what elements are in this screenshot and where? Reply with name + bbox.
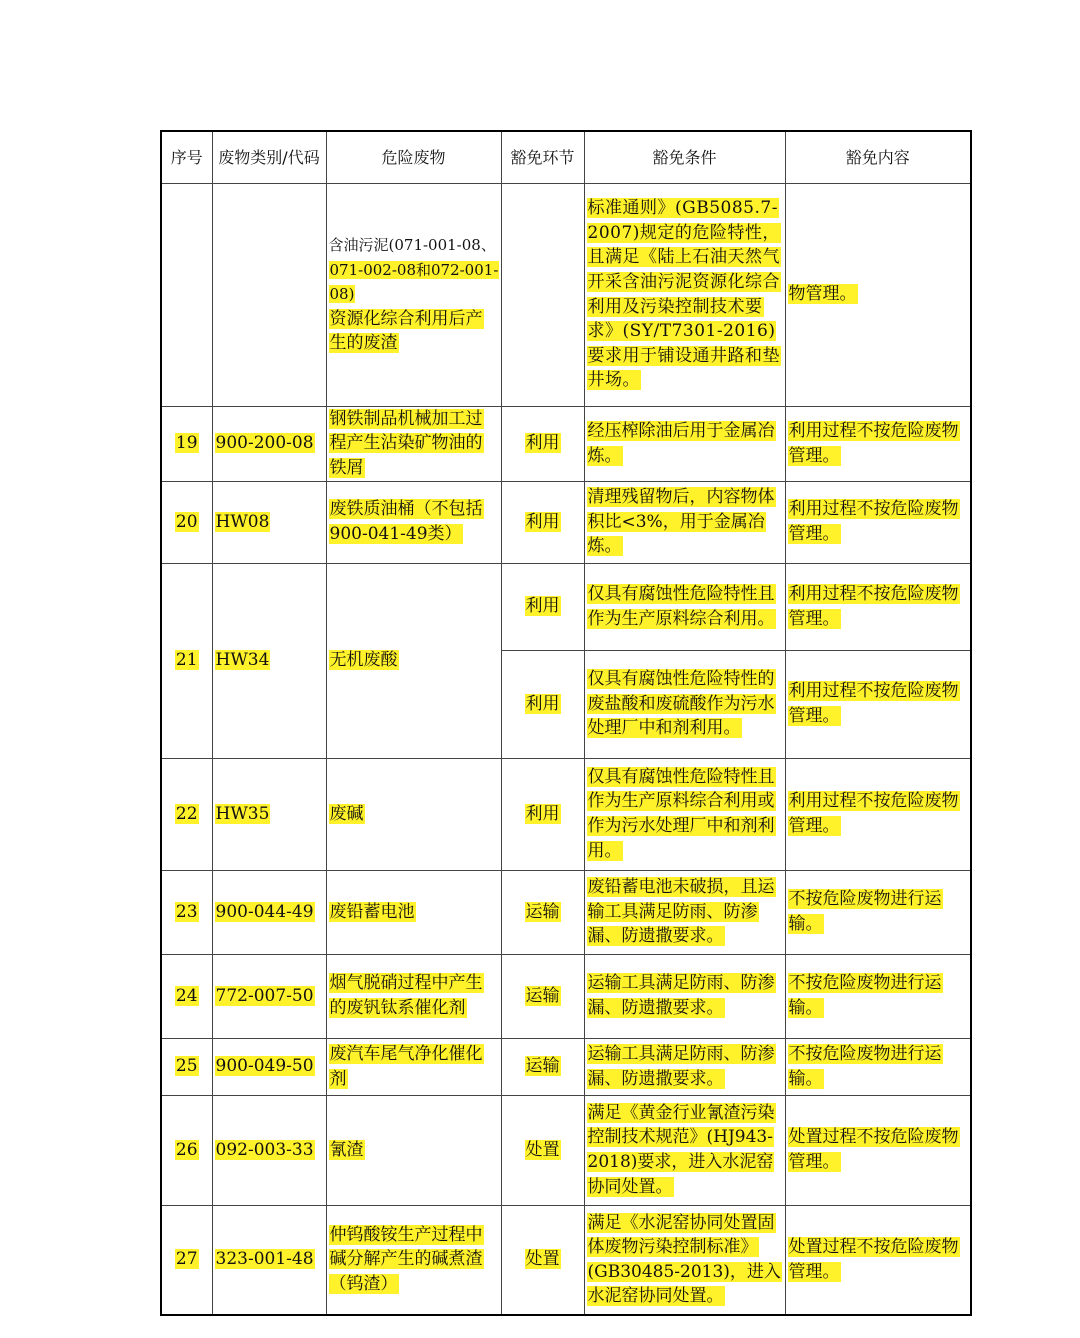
table-row <box>161 1038 971 1095</box>
cell-link: 处置 <box>501 1095 584 1205</box>
cell-condition: 仅具有腐蚀性危险特性且作为生产原料综合利用。 <box>584 563 785 650</box>
cell-condition: 标准通则》(GB5085.7-2007)规定的危险特性，且满足《陆上石油天然气开采含油污泥资源化综合利用及污染控制技术要求》(SY/T7301-2016)要求用于铺设通井路和垫井场。 <box>584 183 785 406</box>
exemption-table <box>160 130 972 1316</box>
cell-code: 772-007-50 <box>212 954 326 1038</box>
cell-waste: 仲钨酸铵生产过程中碱分解产生的碱煮渣（钨渣） <box>326 1205 501 1315</box>
cell-content: 不按危险废物进行运输。 <box>785 870 971 954</box>
cell-code <box>212 183 326 406</box>
cell-code: 900-044-49 <box>212 870 326 954</box>
cell-no: 26 <box>161 1095 212 1205</box>
cell-waste: 废汽车尾气净化催化剂 <box>326 1038 501 1095</box>
cell-code: 092-003-33 <box>212 1095 326 1205</box>
table-row <box>161 183 971 406</box>
cell-condition: 经压榨除油后用于金属冶炼。 <box>584 406 785 481</box>
cell-content: 利用过程不按危险废物管理。 <box>785 758 971 870</box>
cell-no: 25 <box>161 1038 212 1095</box>
cell-waste: 废铁质油桶（不包括900-041-49类） <box>326 481 501 563</box>
cell-code: 323-001-48 <box>212 1205 326 1315</box>
cell-code: HW35 <box>212 758 326 870</box>
waste-line: 资源化综合利用后产 <box>329 308 483 329</box>
cell-code: 900-049-50 <box>212 1038 326 1095</box>
table-row <box>161 1095 971 1205</box>
cell-link: 利用 <box>501 406 584 481</box>
table-row <box>161 563 971 650</box>
header-no: 序号 <box>161 131 212 183</box>
cell-code: HW08 <box>212 481 326 563</box>
header-category-code: 废物类别/代码 <box>212 131 326 183</box>
cell-condition: 运输工具满足防雨、防渗漏、防遗撒要求。 <box>584 954 785 1038</box>
table-row <box>161 481 971 563</box>
cell-no: 23 <box>161 870 212 954</box>
cell-link: 利用 <box>501 481 584 563</box>
cell-condition: 废铅蓄电池未破损，且运输工具满足防雨、防渗漏、防遗撒要求。 <box>584 870 785 954</box>
table-row <box>161 954 971 1038</box>
cell-condition: 清理残留物后，内容物体积比<3%，用于金属冶炼。 <box>584 481 785 563</box>
table-row <box>161 406 971 481</box>
table-row <box>161 758 971 870</box>
cell-no: 20 <box>161 481 212 563</box>
header-content: 豁免内容 <box>785 131 971 183</box>
cell-content: 利用过程不按危险废物管理。 <box>785 563 971 650</box>
cell-condition: 仅具有腐蚀性危险特性的废盐酸和废硫酸作为污水处理厂中和剂利用。 <box>584 650 785 758</box>
cell-waste: 废碱 <box>326 758 501 870</box>
cell-link: 运输 <box>501 870 584 954</box>
cell-content: 物管理。 <box>785 183 971 406</box>
cell-no: 27 <box>161 1205 212 1315</box>
header-link: 豁免环节 <box>501 131 584 183</box>
cell-waste: 烟气脱硝过程中产生的废钒钛系催化剂 <box>326 954 501 1038</box>
cell-content: 不按危险废物进行运输。 <box>785 1038 971 1095</box>
cell-content: 处置过程不按危险废物管理。 <box>785 1205 971 1315</box>
cell-content: 利用过程不按危险废物管理。 <box>785 481 971 563</box>
cell-link: 利用 <box>501 650 584 758</box>
cell-waste: 钢铁制品机械加工过程产生沾染矿物油的铁屑 <box>326 406 501 481</box>
cell-code: 900-200-08 <box>212 406 326 481</box>
cell-condition: 满足《黄金行业氰渣污染控制技术规范》(HJ943-2018)要求，进入水泥窑协同处置。 <box>584 1095 785 1205</box>
table-header-row <box>161 131 971 183</box>
cell-content: 利用过程不按危险废物管理。 <box>785 406 971 481</box>
waste-line: 071-002-08和072-001-08) <box>329 260 499 304</box>
cell-no: 24 <box>161 954 212 1038</box>
cell-code: HW34 <box>212 563 326 758</box>
table-row <box>161 1205 971 1315</box>
cell-link: 运输 <box>501 954 584 1038</box>
cell-link <box>501 183 584 406</box>
waste-line: 生的废渣 <box>329 333 398 354</box>
header-waste: 危险废物 <box>326 131 501 183</box>
table-row <box>161 870 971 954</box>
cell-content: 不按危险废物进行运输。 <box>785 954 971 1038</box>
cell-condition: 满足《水泥窑协同处置固体废物污染控制标准》(GB30485-2013)，进入水泥窑协同处置。 <box>584 1205 785 1315</box>
cell-link: 利用 <box>501 758 584 870</box>
cell-waste: 废铅蓄电池 <box>326 870 501 954</box>
cell-condition: 运输工具满足防雨、防渗漏、防遗撒要求。 <box>584 1038 785 1095</box>
header-condition: 豁免条件 <box>584 131 785 183</box>
cell-link: 处置 <box>501 1205 584 1315</box>
cell-link: 运输 <box>501 1038 584 1095</box>
cell-waste: 无机废酸 <box>326 563 501 758</box>
cell-condition: 仅具有腐蚀性危险特性且作为生产原料综合利用或作为污水处理厂中和剂利用。 <box>584 758 785 870</box>
cell-no: 21 <box>161 563 212 758</box>
cell-content: 利用过程不按危险废物管理。 <box>785 650 971 758</box>
cell-no: 19 <box>161 406 212 481</box>
cell-no: 22 <box>161 758 212 870</box>
cell-no <box>161 183 212 406</box>
waste-line: 含油污泥(071-001-08、 <box>328 236 496 255</box>
cell-waste <box>326 183 501 406</box>
cell-content: 处置过程不按危险废物管理。 <box>785 1095 971 1205</box>
cell-waste: 氰渣 <box>326 1095 501 1205</box>
cell-link: 利用 <box>501 563 584 650</box>
